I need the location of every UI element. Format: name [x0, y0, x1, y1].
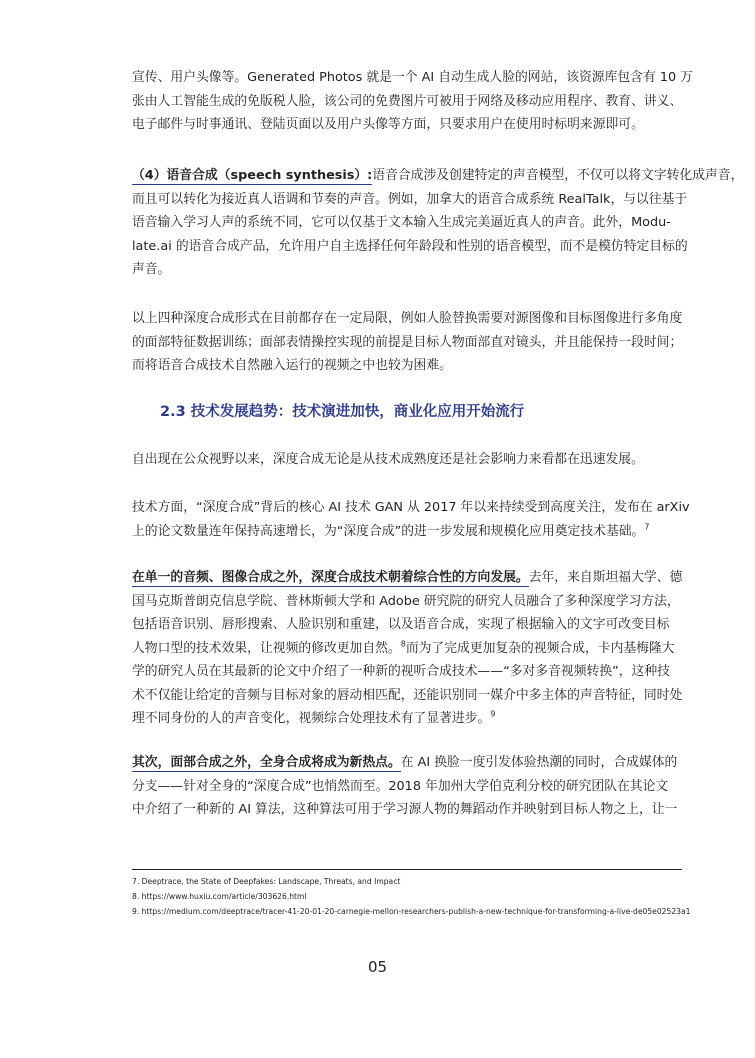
paragraph-speech-synthesis [132, 164, 744, 282]
footnote-divider [132, 869, 682, 870]
text-segment: 在 AI 换脸一度引发体验热潮的同时，合成媒体的 [400, 755, 678, 770]
text-line: late.ai 的语音合成产品，允许用户自主选择任何年龄段和性别的语音模型，而不是模仿特定目标的 [132, 238, 688, 254]
footnote-ref: 8 [400, 639, 406, 649]
text-line [132, 520, 680, 544]
text-line: 分支——针对全身的“深度合成”也悄然而至。2018 年加州大学伯克利分校的研究团队在其论文 [132, 778, 669, 794]
text-line [132, 707, 680, 731]
text-line: 而将语音合成技术自然融入运行的视频之中也较为困难。 [132, 358, 452, 373]
text-line: 学的研究人员在其最新的论文中介绍了一种新的视听合成技术——“多对多音视频转换”，这种技 [132, 664, 670, 679]
text-line: 技术方面，“深度合成”背后的核心 AI 技术 GAN 从 2017 年以来持续受到高度关注，发布在 arXiv [132, 500, 690, 515]
text-segment: 上的论文数量连年保持高速增长，为“深度合成”的进一步发展和规模化应用奠定技术基础。 [132, 523, 645, 539]
text-line [132, 637, 680, 661]
text-line [132, 164, 744, 188]
paragraph-gan [132, 496, 690, 543]
text-line: 以上四种深度合成形式在目前都存在一定局限，例如人脸替换需要对源图像和目标图像进行多角度 [132, 311, 683, 326]
text-line: 张由人工智能生成的免版税人脸，该公司的免费图片可被用于网络及移动应用程序、教育、讲义、 [132, 93, 683, 109]
text-line: 术不仅能让给定的音频与目标对象的唇动相匹配，还能识别同一媒介中多主体的声音特征，同时处 [132, 687, 683, 703]
section-title: 2.3 技术发展趋势：技术演进加快，商业化应用开始流行 [160, 404, 525, 420]
footnote-9: 9. https://medium.com/deeptrace/tracer-41-20-01-20-carnegie-mellon-researchers-publish-a-new-technique-for-transforming-a-live-de05e02523a1 [132, 907, 691, 916]
paragraph-full-body-synthesis [132, 751, 680, 822]
text-line: 的面部特征数据训练；面部表情操控实现的前提是目标人物面部直对镜头，并且能保持一段时间； [132, 334, 683, 350]
paragraph-generated-photos [132, 66, 693, 137]
text-line: 包括语音识别、唇形搜索、人脸识别和重建，以及语音合成，实现了根据输入的文字可改变目标 [132, 617, 670, 632]
footnote-7: 7. Deeptrace, the State of Deepfakes: Landscape, Threats, and Impact [132, 877, 401, 886]
footnote-8: 8. https://www.huxiu.com/article/303626.html [132, 892, 307, 901]
page-number: 05 [367, 958, 388, 976]
term-integrated-synthesis: 在单一的音频、图像合成之外，深度合成技术朝着综合性的方向发展。 [132, 570, 529, 585]
text-line [132, 751, 680, 775]
paragraph-integrated-synthesis [132, 566, 683, 731]
paragraph-limitations [132, 307, 683, 378]
term-speech-synthesis: （4）语音合成（speech synthesis）: [132, 168, 373, 183]
text-line: 语音输入学习人声的系统不同，它可以仅基于文本输入生成完美逼近真人的声音。此外，Modu- [132, 215, 671, 230]
footnotes [132, 874, 692, 919]
text-segment: 语音合成涉及创建特定的声音模型，不仅可以将文字转化成声音， [372, 168, 744, 183]
text-line: 而且可以转化为接近真人语调和节奏的声音。例如，加拿大的语音合成系统 RealTalk，与以往基于 [132, 191, 688, 207]
paragraph-development [132, 448, 680, 472]
text-segment: 人物口型的技术效果，让视频的修改更加自然。 [132, 640, 401, 656]
text-line: 中介绍了一种新的 AI 算法，这种算法可用于学习源人物的舞蹈动作并映射到目标人物之上，让一 [132, 802, 678, 817]
footnote-ref: 9 [490, 709, 496, 719]
text-line: 宣传、用户头像等。Generated Photos 就是一个 AI 自动生成人脸的网站，该资源库包含有 10 万 [132, 70, 693, 85]
text-line: 自出现在公众视野以来，深度合成无论是从技术成熟度还是社会影响力来看都在迅速发展。 [132, 452, 644, 467]
text-line: 电子邮件与时事通讯、登陆页面以及用户头像等方面，只要求用户在使用时标明来源即可。 [132, 117, 644, 132]
text-line: 声音。 [132, 262, 171, 277]
term-full-body-synthesis: 其次，面部合成之外，全身合成将成为新热点。 [132, 755, 401, 770]
text-segment: 而为了完成更加复杂的视频合成，卡内基梅隆大 [405, 640, 675, 656]
text-segment: 理不同身份的人的声音变化，视频综合处理技术有了显著进步。 [132, 711, 491, 726]
text-segment: 去年，来自斯坦福大学、德 [528, 570, 683, 585]
footnote-ref: 7 [644, 522, 650, 532]
text-line: 国马克斯普朗克信息学院、普林斯顿大学和 Adobe 研究院的研究人员融合了多种深度学习方法， [132, 593, 680, 609]
text-line [132, 566, 683, 590]
